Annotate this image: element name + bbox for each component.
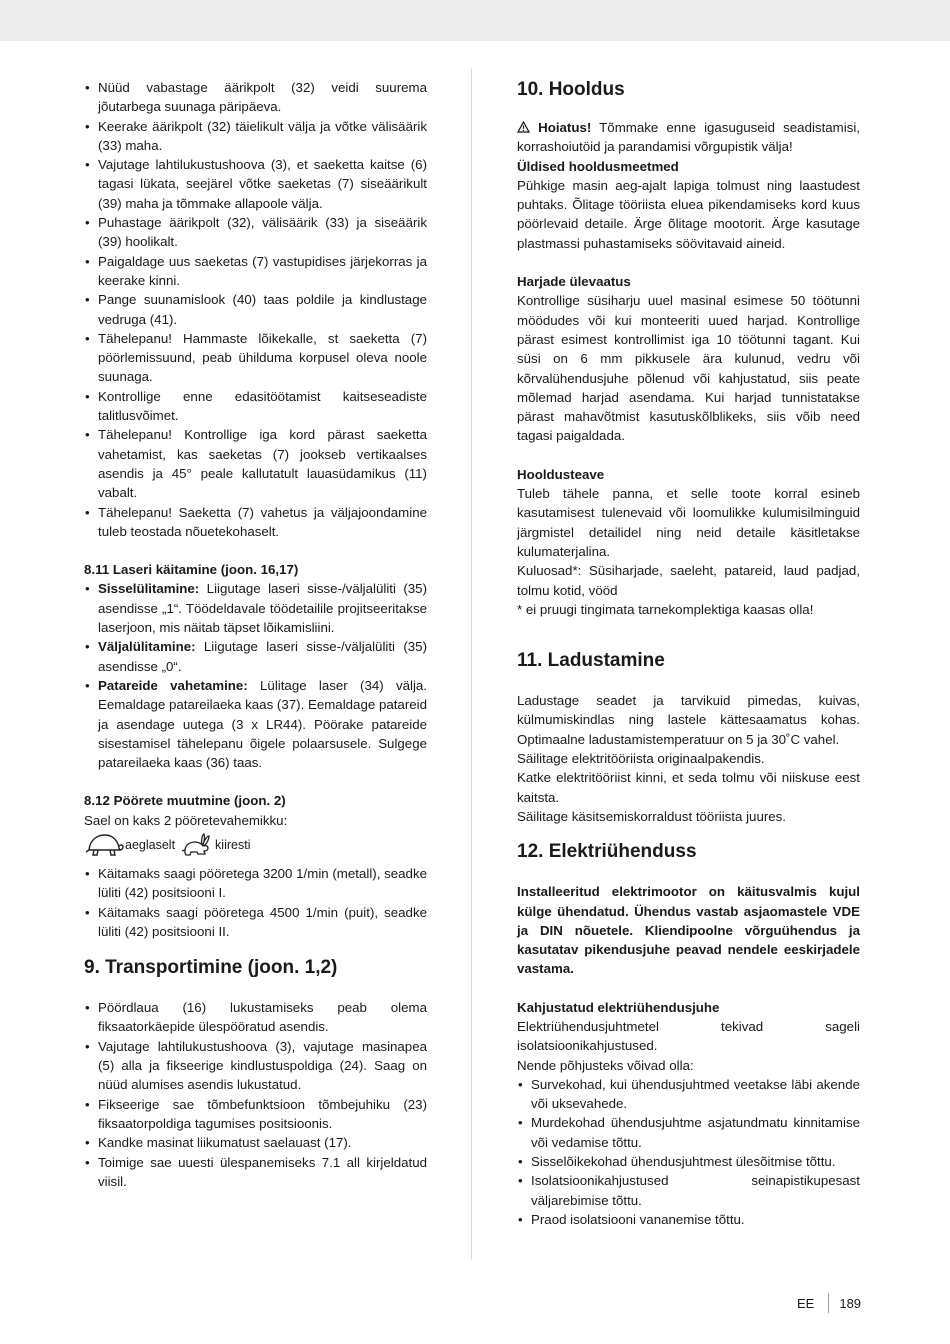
list-item: • Tähelepanu! Saeketta (7) vahetus ja väljajoondamine tuleb teostada nõuetekohaselt. — [84, 503, 427, 542]
brushes-title: Harjade ülevaatus — [517, 274, 631, 290]
storage-text: Säilitage elektritööriista originaalpakendis. — [517, 751, 765, 767]
slow-label: aeglaselt — [125, 837, 176, 852]
list-item: • Käitamaks saagi pööretega 4500 1/min (puit), seadke lüliti (42) positsiooni II. — [84, 903, 427, 942]
service-info-text: Tuleb tähele panna, et selle toote korral esineb kasutamisest tulenevaid või loomulikke kulumisilminguid järgmistel detailidel ning neid detaile käsitletakse kulumaterjalina. — [517, 486, 860, 559]
laser-steps — [84, 579, 427, 772]
section-9-title: 9. Transportimine (joon. 1,2) — [84, 957, 338, 979]
list-item: • Murdekohad ühendusjuhtme asjatundmatu kinnitamise või vedamise tõttu. — [517, 1113, 860, 1152]
warning-text: Tõmmake enne igasuguseid seadistamisi, korrashoiutöid ja parandamisi võrgupistik välja! — [517, 120, 860, 155]
list-item: • Survekohad, kui ühendusjuhtmed veetakse läbi akende või uksevahede. — [517, 1075, 860, 1114]
section-11-title: 11. Ladustamine — [517, 650, 665, 672]
item-label: Väljalülitamine: — [98, 639, 196, 655]
list-item: • Praod isolatsiooni vananemise tõttu. — [517, 1210, 860, 1229]
section-8-12-title: 8.12 Pöörete muutmine (joon. 2) — [84, 793, 286, 809]
item-text: Lülitage laser (34) välja. Eemaldage patareilaeka kaas (37). Eemaldage patareid ja asendage uutega (3 x LR44). Pöörake patareide sisestamisel tähelepanu õigele polaarsusele. Sulgege patareilaeka kaas (36) taas. — [98, 677, 427, 771]
list-item: • Tähelepanu! Kontrollige iga kord pärast saeketta vahetamist, kas saeketas (7) jookseb vertikaalses asendis ja 45° peale kallutatult lauasüdamikus (11) vabalt. — [84, 425, 427, 502]
general-maintenance-title: Üldised hooldusmeetmed — [517, 158, 679, 174]
connection-notice: Installeeritud elektrimootor on käitusvalmis kujul külge ühendatud. Ühendus vastab asjaomastele VDE ja DIN nõuetele. Kliendipoolne võrguühendus ja kasutatav pikendusjuhe peavad nendele eeskirjadele vastama. — [517, 884, 860, 977]
list-item: • Tähelepanu! Hammaste lõikekalle, st saeketta (7) pöörlemissuund, peab ühilduma korpusel oleva noole suunaga. — [84, 329, 427, 387]
column-divider — [471, 68, 472, 1260]
general-maintenance-text: Pühkige masin aeg-ajalt lapiga tolmust ning laastudest puhtaks. Õlitage tööriista eluea pikendamiseks kord kuus pöörlevaid detaile. Ärge õlitage mootorit. Ärge kasutage plastmassi puhastamiseks söövitavaid aineid. — [517, 177, 860, 251]
speed-intro: Sael on kaks 2 pööretevahemikku: — [84, 812, 288, 828]
warning-triangle-icon — [517, 120, 530, 135]
transport-steps — [84, 998, 427, 1191]
list-item: • Isolatsioonikahjustused seinapistikupesast väljarebimise tõttu. — [517, 1171, 860, 1210]
causes-intro: Nende põhjusteks võivad olla: — [517, 1057, 694, 1073]
page-footer — [797, 1293, 861, 1313]
brushes-text: Kontrollige süsiharju uuel masinal esimese 50 töötunni möödudes või kui monteeriti uued harjad. Kontrollige pärast esimest kontrollimist iga 10 töötunni tagant. Kui süsi on 6 mm pikkusele ära kulunud, vedru või kõrvalühendusjuhe põlenud või kahjustatud, siis peate mõlemad harjad asendama. Kui harjad tunnistatakse pärast mahavõtmist kasutuskõlblikeks, siis võib need tagasi paigaldada. — [517, 293, 860, 444]
item-text: Liigutage laseri sisse-/väljalüliti (35) asendisse „0“. — [98, 639, 427, 674]
blade-change-steps — [84, 78, 427, 541]
damaged-cable-text: Elektriühendusjuhtmetel tekivad sageli isolatsioonikahjustused. — [517, 1018, 860, 1054]
list-item — [84, 676, 427, 772]
language-code: EE — [797, 1295, 815, 1311]
list-item: • Pange suunamislook (40) taas poldile ja kindlustage vedruga (41). — [84, 290, 427, 329]
item-text: Liigutage laseri sisse-/väljalüliti (35) asendisse „1“. Töödeldavale töödetailile projitseeritakse laserjoon, mis näitab täpset lõikamisliini. — [98, 581, 427, 636]
damaged-cable-title: Kahjustatud elektriühendusjuhe — [517, 999, 720, 1015]
list-item: • Toimige sae uuesti ülespanemiseks 7.1 all kirjeldatud viisil. — [84, 1153, 427, 1192]
item-label: Patareide vahetamine: — [98, 677, 248, 693]
list-item: • Keerake äärikpolt (32) täielikult välja ja võtke välisäärik (33) maha. — [84, 117, 427, 156]
top-bar — [0, 0, 950, 41]
left-column — [84, 78, 427, 1191]
consumables-text: Kuluosad*: Süsiharjade, saeleht, patareid, laud padjad, tolmu kotid, vööd — [517, 563, 860, 598]
section-8-11-title: 8.11 Laseri käitamine (joon. 16,17) — [84, 562, 299, 578]
list-item: • Sisselõikekohad ühendusjuhtmest ülesõitmise tõttu. — [517, 1152, 860, 1171]
storage-text: Säilitage käsitsemiskorraldust tööriista juures. — [517, 808, 787, 824]
list-item: • Pöördlaua (16) lukustamiseks peab olema fiksaatorkäepide ülespööratud asendis. — [84, 998, 427, 1037]
list-item: • Paigaldage uus saeketas (7) vastupidises järjekorras ja keerake kinni. — [84, 252, 427, 291]
causes-list — [517, 1075, 860, 1229]
warning-paragraph — [517, 118, 860, 157]
fast-label: kiiresti — [215, 837, 251, 852]
storage-text: Ladustage seadet ja tarvikuid pimedas, kuivas, külmumiskindlas ning lastele kättesaamatus kohas. Optimaalne ladustamistemperatuur on 5 ja 30˚C vahel. — [517, 693, 860, 747]
list-item: • Käitamaks saagi pööretega 3200 1/min (metall), seadke lüliti (42) positsiooni I. — [84, 864, 427, 903]
turtle-icon — [84, 831, 124, 859]
storage-text: Katke elektritööriist kinni, et seda tolmu või niiskuse eest kaitsta. — [517, 770, 860, 805]
list-item — [84, 637, 427, 676]
section-12-title: 12. Elektriühenduss — [517, 841, 697, 863]
list-item: • Fikseerige sae tõmbefunktsioon tõmbejuhiku (23) fiksaatorpoldiga tagumises positsioonis. — [84, 1095, 427, 1134]
service-info-title: Hooldusteave — [517, 466, 605, 482]
section-10-title: 10. Hooldus — [517, 79, 625, 100]
warning-label: Hoiatus! — [538, 120, 592, 135]
list-item — [84, 579, 427, 637]
speed-steps — [84, 864, 427, 941]
list-item: • Vajutage lahtilukustushoova (3), vajutage masinapea (5) alla ja fikseerige kindlustuspoldiga (24). Saag on nüüd alumises asendis lukustatud. — [84, 1037, 427, 1095]
footer-separator — [828, 1293, 829, 1313]
page-number: 189 — [839, 1295, 862, 1311]
rabbit-icon — [181, 831, 211, 859]
list-item: • Vajutage lahtilukustushoova (3), et saeketta kaitse (6) tagasi lükata, seejärel võtke saeketas (7) siseäärikult (39) maha ja tõmmake allapoole välja. — [84, 155, 427, 213]
list-item: • Puhastage äärikpolt (32), välisäärik (33) ja siseäärik (39) hoolikalt. — [84, 213, 427, 252]
list-item: • Nüüd vabastage äärikpolt (32) veidi suurema jõutarbega suunaga päripäeva. — [84, 78, 427, 117]
footnote: * ei pruugi tingimata tarnekomplektiga kaasas olla! — [517, 601, 814, 617]
list-item: • Kontrollige enne edasitöötamist kaitseseadiste talitlusvõimet. — [84, 387, 427, 426]
right-column — [517, 78, 860, 1229]
list-item: • Kandke masinat liikumatust saelauast (17). — [84, 1133, 427, 1152]
speed-legend — [84, 830, 427, 860]
item-label: Sisselülitamine: — [98, 581, 200, 597]
